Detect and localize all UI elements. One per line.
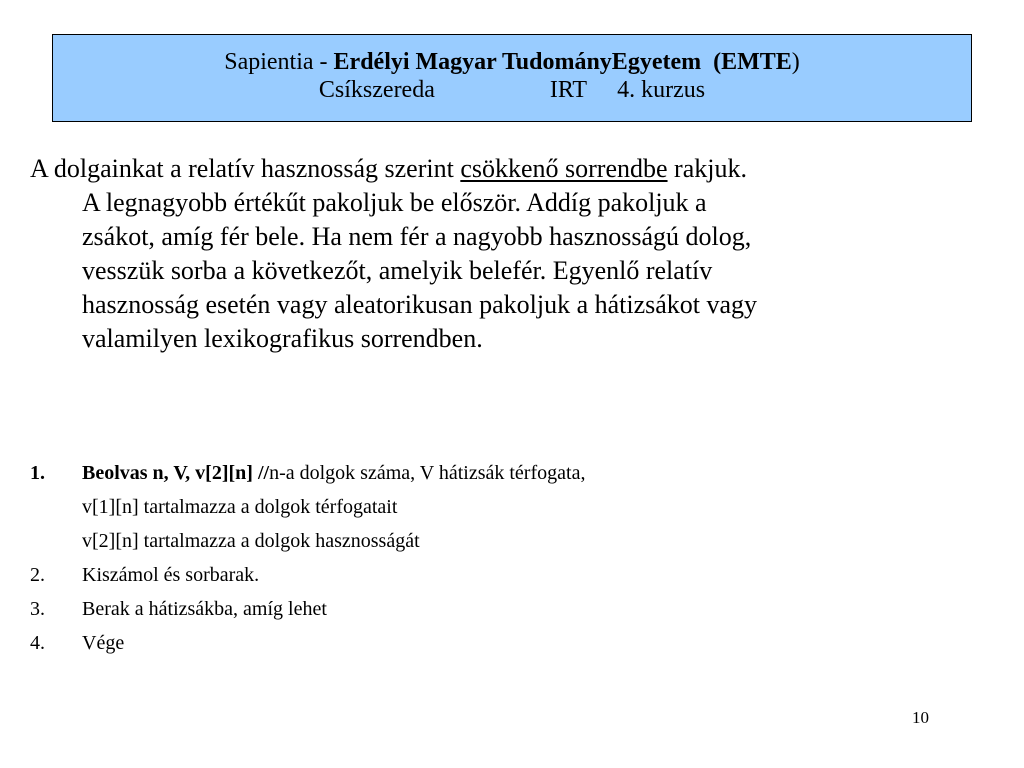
dept-label: IRT [549, 77, 588, 103]
intro-line: A legnagyobb értékűt pakoljuk be először. Addíg pakoljuk a [82, 188, 707, 217]
title-line [53, 48, 971, 76]
intro-text-end: rakjuk. [667, 154, 747, 183]
intro-line: valamilyen lexikografikus sorrendben. [82, 324, 483, 353]
intro-line: zsákot, amíg fér bele. Ha nem fér a nagyobb hasznosságú dolog, [82, 222, 752, 251]
title-prefix: Sapientia - [224, 49, 334, 75]
step-number: 4. [30, 632, 45, 654]
step-item [30, 592, 990, 626]
step-text: Kiszámol és sorbarak. [82, 564, 260, 586]
intro-paragraph [30, 152, 990, 356]
university-name: Erdélyi Magyar TudományEgyetem (EMTE [333, 49, 792, 75]
title-suffix: ) [791, 49, 800, 75]
title-banner [52, 34, 972, 122]
step-text: Vége [82, 632, 125, 654]
step-number: 3. [30, 598, 45, 620]
step-sub-line: v[2][n] tartalmazza a dolgok hasznosságát [82, 530, 420, 552]
step-item [30, 558, 990, 592]
course-label: 4. kurzus [617, 77, 706, 103]
intro-underlined-text: csökkenő sorrendbe [460, 154, 668, 183]
step-item [30, 626, 990, 660]
step-item [30, 456, 990, 558]
step-text: n-a dolgok száma, V hátizsák térfogata, [269, 462, 586, 484]
city-label: Csíkszereda [318, 77, 435, 103]
step-number: 2. [30, 564, 45, 586]
intro-line: vesszük sorba a következőt, amelyik belefér. Egyenlő relatív [82, 256, 713, 285]
intro-text-start: A dolgainkat a relatív hasznosság szerint [30, 154, 461, 183]
algorithm-steps [30, 456, 990, 660]
step-sub-line: v[1][n] tartalmazza a dolgok térfogatait [82, 496, 398, 518]
intro-line: hasznosság esetén vagy aleatorikusan pakoljuk a hátizsákot vagy [82, 290, 758, 319]
step-number: 1. [30, 462, 45, 484]
step-text: Berak a hátizsákba, amíg lehet [82, 598, 327, 620]
step-body [82, 456, 990, 558]
page-number: 10 [912, 708, 929, 727]
intro-first-line [30, 152, 990, 186]
subtitle-line [53, 76, 971, 104]
step-bold-text: Beolvas n, V, v[2][n] // [82, 462, 270, 484]
